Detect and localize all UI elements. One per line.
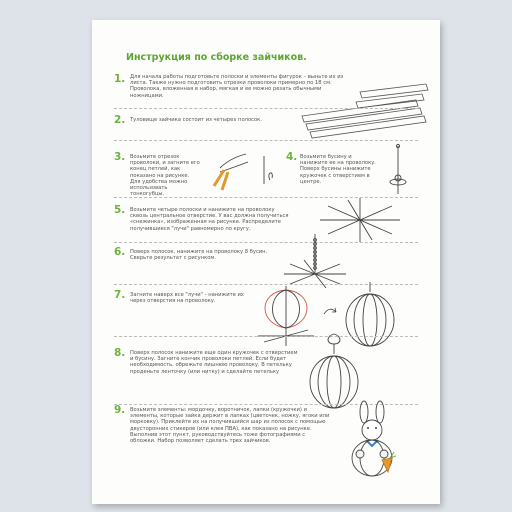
step-6-number: 6.: [114, 246, 126, 258]
step-6-text: Поверх полосок, нанижите на проволоку 8 бусин. Сверьте результат с рисунком.: [130, 249, 268, 262]
step-2-number: 2.: [114, 114, 126, 126]
step-4-number: 4.: [286, 151, 298, 163]
divider: [114, 336, 418, 337]
step-8-text: Поверх полосок нанижите еще один кружочек с отверстием и бусину. Загните кончик проволоки петлей. Если будет необходимость, обрежьте лишнюю проволоку. В петельку проденьте ленточку (или нитку) и сделайте петельку: [130, 350, 298, 375]
beaded-snowflake-illustration: [282, 234, 348, 288]
step-5-number: 5.: [114, 204, 126, 216]
divider: [114, 108, 418, 109]
page-title: Инструкция по сборке зайчиков.: [126, 52, 307, 63]
step-7-number: 7.: [114, 289, 126, 301]
divider: [114, 140, 418, 141]
step-9-number: 9.: [114, 404, 126, 416]
instruction-sheet: [92, 20, 440, 504]
step-5-text: Возьмите четыре полоски и нанижите на проволоку сквозь центральное отверстие. У вас должна получиться «снежинка», изображенная на рисунке. Распределите получившиеся "лучи" равномерно по кругу.: [130, 207, 289, 232]
ball-with-loop-illustration: [306, 332, 362, 410]
arrow-right-icon: [322, 306, 338, 318]
step-4-text: Возьмите бусину и нанижите ее на проволоку. Поверх бусины нанижите кружочек с отверстием в центре.: [300, 154, 376, 185]
step-3-number: 3.: [114, 151, 126, 163]
bunny-illustration: [342, 400, 402, 480]
step-1-number: 1.: [114, 73, 126, 85]
divider: [114, 242, 418, 243]
wire-loop-illustration: [256, 152, 280, 188]
step-9-text: Возьмите элементы: мордочку, воротничок, лапки (кружочки) и элементы, которые зайка держит в лапках (цветочек, ножку, ягоки или морковку). Приклейте их на получившийся шар из полосок с помощью двусторонних стикеров (или клея ПВА), как показано на рисунке. Выполнив этот пункт, руководствуйтесь тоже фотографиями с обложки. Набор позволяет сделать трех зайчиков.: [130, 407, 330, 445]
bead-on-wire-illustration: [378, 144, 418, 200]
step-8-number: 8.: [114, 347, 126, 359]
step-2-text: Туловище зайчика состоит из четырех полосок.: [130, 117, 262, 123]
pliers-illustration: [210, 148, 254, 192]
step-3-text: Возьмите отрезок проволоки, и загните его конец петлей, как показано на рисунке. Для удобства можно использовать тонкогубцы.: [130, 154, 200, 198]
step-1-text: Для начала работы подготовьте полоски и элементы фигурок – выньте их из листа. Также нужно подготовить отрезки проволоки примерно по 18 см. Проволока, вложенная в набор, мягкая и ее можно резать обычными ножницами.: [130, 74, 344, 99]
step-7-text: Загните наверх все "лучи" - нанижите их через отверстия на проволоку.: [130, 292, 244, 305]
